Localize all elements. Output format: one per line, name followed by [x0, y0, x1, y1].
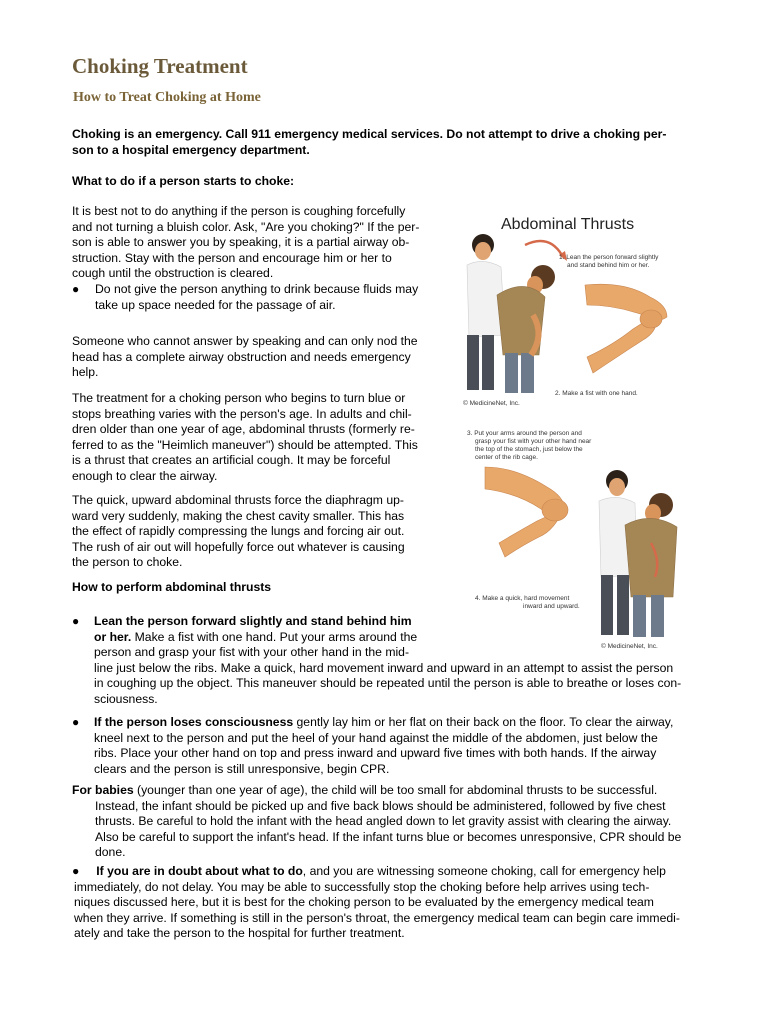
text-line: immediately, do not delay. You may be able to successfully stop the choking before help arrives using tech-: [74, 879, 650, 894]
text-line: The rush of air out will hopefully force out whatever is causing: [72, 539, 405, 554]
text-line: help.: [72, 365, 99, 379]
copyright-credit: © MedicineNet, Inc.: [601, 643, 658, 650]
paragraph-partial-obstruction: [72, 204, 452, 282]
text-line: line just below the ribs. Make a quick, hard movement inward and upward in an attempt to assist the person: [94, 660, 674, 675]
text-span: Make a fist with one hand. Put your arms around the: [131, 629, 418, 644]
bold-text: or her.: [94, 629, 132, 644]
text-line: sciousness.: [94, 691, 158, 706]
step-2-caption: 2. Make a fist with one hand.: [555, 390, 638, 397]
text-line: ribs. Place your other hand on top and press inward and upward five times with both hands. If the airway: [94, 746, 657, 760]
text-line: take up space needed for the passage of air.: [95, 297, 336, 312]
text-span: gently lay him or her flat on their back on the floor. To clear the airway,: [293, 715, 674, 729]
bullet-icon: ●: [72, 282, 80, 296]
text-span: (younger than one year of age), the child will be too small for abdominal thrusts to be successful.: [133, 783, 658, 797]
text-line: ferred to as the "Heimlich maneuver") should be attempted. This: [72, 437, 418, 452]
list-item-no-fluids: [72, 282, 452, 313]
grasp-closeup: [485, 467, 568, 557]
page-title: Choking Treatment: [72, 54, 248, 78]
text-line: thrusts. Be careful to hold the infant with the head angled down to let gravity assist with clearing the airway.: [95, 814, 672, 828]
text-line: kneel next to the person and put the heel of your hand against the middle of the abdomen, just below the: [94, 730, 658, 745]
text-line: head has a complete airway obstruction and needs emergency: [72, 349, 411, 364]
text-span: , and you are witnessing someone choking, call for emergency help: [302, 864, 666, 878]
section-heading-what-to-do: What to do if a person starts to choke:: [72, 174, 295, 188]
illustration-svg: [455, 205, 695, 655]
section-heading-how-to-perform: How to perform abdominal thrusts: [72, 580, 272, 594]
text-line: It is best not to do anything if the person is coughing forcefully: [72, 204, 406, 218]
text-line: stops breathing varies with the person's age. In adults and chil-: [72, 406, 412, 421]
bullet-icon: ●: [72, 715, 80, 729]
paragraph-babies: [72, 783, 702, 861]
bold-text: If you are in doubt about what to do: [96, 864, 303, 878]
text-line: is a thrust that creates an artificial cough. It may be forceful: [72, 453, 391, 467]
step-4-caption: 4. Make a quick, hard movement: [475, 595, 570, 602]
text-line: the person to choke.: [72, 555, 183, 569]
abdominal-thrusts-illustration: [455, 205, 695, 655]
step-3-caption: the top of the stomach, just below the: [475, 446, 583, 453]
text-line: Also be careful to support the infant's head. If the infant turns blue or becomes unresponsive, CPR should be: [95, 829, 682, 844]
text-line: cough until the obstruction is cleared.: [72, 266, 274, 280]
text-line: ately and take the person to the hospital for further treatment.: [74, 926, 405, 940]
choking-person-figure-1: [497, 265, 555, 393]
text-line: clears and the person is still unresponsive, begin CPR.: [94, 761, 390, 776]
step-3-caption: grasp your fist with your other hand near: [475, 438, 592, 445]
intro-paragraph: [72, 127, 666, 158]
text-line: and not turning a bluish color. Ask, "Are you choking?" If the per-: [72, 219, 420, 234]
step-1-caption: and stand behind him or her.: [567, 262, 650, 269]
page-subtitle: How to Treat Choking at Home: [73, 90, 261, 105]
text-line: struction. Stay with the person and encourage him or her to: [72, 250, 392, 265]
bullet-icon: ●: [72, 864, 97, 878]
bullet-icon: ●: [72, 614, 80, 628]
bold-text: Lean the person forward slightly and stand behind him: [94, 614, 412, 628]
fist-closeup-1: [585, 284, 667, 373]
text-line: The treatment for a choking person who begins to turn blue or: [72, 391, 406, 405]
text-line: when they arrive. If something is still in the person's throat, the emergency medical team can begin care immedi-: [74, 910, 680, 925]
text-line: in coughing up the object. This maneuver should be repeated until the person is able to breathe or loses con-: [94, 676, 682, 690]
paragraph-complete-obstruction: [72, 334, 452, 381]
step-1-caption: 1. Lean the person forward slightly: [559, 254, 659, 261]
text-line: person and grasp your fist with your other hand in the mid-: [94, 645, 410, 659]
text-line: ward very suddenly, making the chest cavity smaller. This has: [72, 508, 405, 523]
intro-line: son to a hospital emergency department.: [72, 142, 310, 157]
motion-arrow-icon: [525, 241, 563, 257]
text-line: Instead, the infant should be picked up and five back blows should be administered, followed by five chest: [95, 798, 666, 813]
list-item-loses-consciousness: [72, 715, 702, 777]
text-line: Someone who cannot answer by speaking and can only nod the: [72, 334, 418, 348]
step-4-caption: inward and upward.: [523, 603, 580, 610]
bold-text: For babies: [72, 783, 134, 797]
text-line: niques discussed here, but it is best for the choking person to be evaluated by the emergency medical team: [74, 895, 654, 909]
text-line: Do not give the person anything to drink because fluids may: [95, 282, 419, 296]
text-line: The quick, upward abdominal thrusts force the diaphragm up-: [72, 493, 404, 507]
paragraph-treatment: [72, 391, 452, 484]
text-line: dren older than one year of age, abdominal thrusts (formerly re-: [72, 422, 415, 436]
copyright-credit: © MedicineNet, Inc.: [463, 400, 520, 407]
paragraph-thrust-mechanics: [72, 493, 452, 571]
step-3-caption: 3. Put your arms around the person and: [467, 430, 582, 437]
text-line: enough to clear the airway.: [72, 468, 218, 483]
figure-title: Abdominal Thrusts: [501, 216, 635, 233]
text-line: the effect of rapidly compressing the lungs and forcing air out.: [72, 524, 405, 538]
step-3-caption: center of the rib cage.: [475, 454, 538, 461]
text-line: son is able to answer you by speaking, it is a partial airway ob-: [72, 235, 410, 249]
text-line: done.: [95, 845, 126, 859]
bold-text: If the person loses consciousness: [94, 715, 294, 729]
intro-line: Choking is an emergency. Call 911 emergency medical services. Do not attempt to drive a choking per-: [72, 127, 667, 141]
list-item-in-doubt: [72, 864, 702, 942]
